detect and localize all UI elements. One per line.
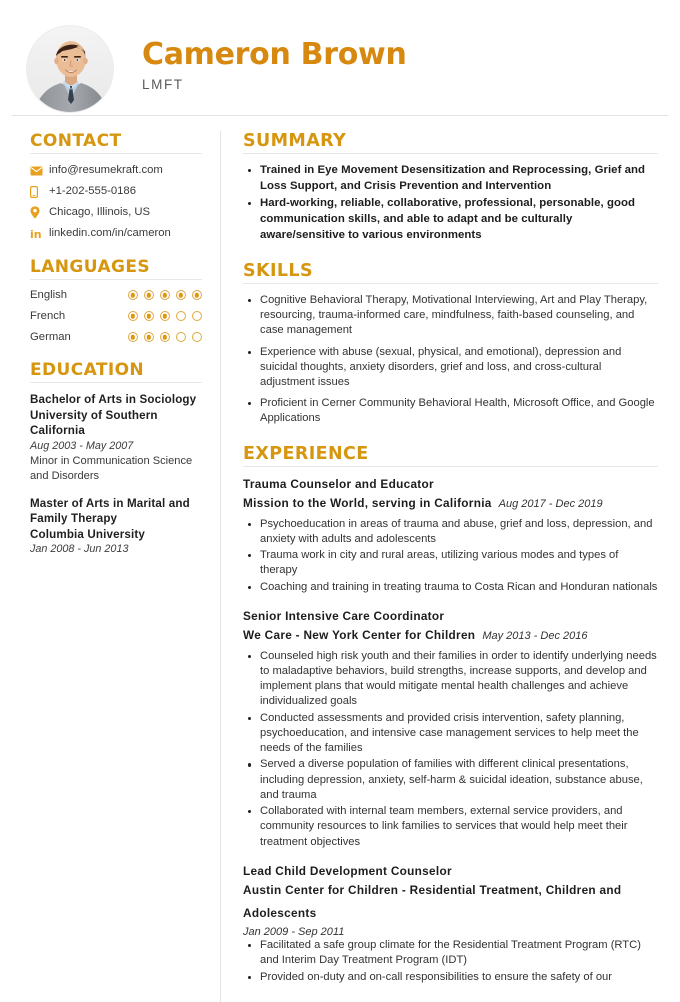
language-rating [128,311,202,321]
contact-item-email[interactable] [30,163,202,177]
section-rule [243,283,658,284]
contact-linkedin-text: linkedin.com/in/cameron [49,227,171,240]
language-rating [128,290,202,300]
experience-entry [243,608,658,850]
education-extra: Minor in Communication Science and Disorders [30,455,193,482]
section-title-skills: SKILLS [243,260,313,281]
job-title: LMFT [142,77,184,93]
language-label: German [30,331,71,344]
job-bullets [243,517,658,595]
section-summary [243,131,658,244]
list-item: Trained in Eye Movement Desensitization and Reprocessing, Grief and Loss Support, and Crisis Prevention and Intervention [243,163,658,195]
job-company-line [243,879,658,924]
rating-dot [128,311,138,321]
language-row [30,310,202,322]
rating-dot [128,290,138,300]
list-item: Trauma work in city and rural areas, utilizing various modes and types of therapy [243,548,658,578]
language-rating [128,332,202,342]
job-role: Trauma Counselor and Educator [243,476,434,491]
education-school: University of Southern California [30,408,158,438]
rating-dot [160,290,170,300]
rating-dot [160,332,170,342]
list-item: Provided on-duty and on-call responsibilities to ensure the safety of our [243,970,658,985]
section-title-summary: SUMMARY [243,131,347,151]
section-contact [30,131,202,240]
rating-dot [144,290,154,300]
list-item: Served a diverse population of families with different clinical presentations, including depression, anxiety, self-harm & suicidal ideation, substance abuse, and trauma [243,757,658,803]
rating-dot [176,332,186,342]
education-degree: Master of Arts in Marital and Family Therapy [30,497,190,526]
section-rule [30,279,202,280]
job-dates: Aug 2017 - Dec 2019 [498,498,603,511]
job-dates: Jan 2009 - Sep 2011 [243,926,345,939]
main-column [221,131,680,1002]
education-degree: Bachelor of Arts in Sociology [30,393,197,407]
list-item: Hard-working, reliable, collaborative, professional, personable, good communication skills, and able to adapt and be culturally aware/sensitive to various environments [243,196,658,244]
rating-dot [160,311,170,321]
contact-item-linkedin[interactable] [30,226,202,240]
list-item: Cognitive Behavioral Therapy, Motivational Interviewing, Art and Play Therapy, resourcing, trauma-informed care, mindfulness, faith-based counseling, and case management [243,293,658,339]
list-item: Counseled high risk youth and their families in order to identify underlying needs to maladaptive behaviors, build strengths, increase supports, and develop and implement plans that would mitigate mental health challenges and achieve individualized goals [243,649,658,710]
job-dates: May 2013 - Dec 2016 [482,630,588,643]
linkedin-icon [30,227,49,240]
list-item: Proficient in Cerner Community Behavioral Health, Microsoft Office, and Google Applications [243,396,658,426]
job-company-line [243,492,658,514]
contact-item-phone[interactable] [30,184,202,198]
section-rule [243,153,658,154]
section-education [30,360,202,556]
rating-dot [144,332,154,342]
job-company: Austin Center for Children - Residential Treatment, Children and Adolescents [243,883,622,920]
section-rule [30,382,202,383]
section-experience [243,444,658,985]
list-item: Coaching and training in treating trauma to Costa Rican and Honduran nationals [243,580,658,595]
job-bullets [243,938,658,985]
list-item: Conducted assessments and provided crisis intervention, safety planning, psychoeducation, and intensive case management services to help meet the needs of the families [243,711,658,757]
section-title-education: EDUCATION [30,360,145,381]
education-entry [30,392,202,483]
page-title: Cameron Brown [142,36,407,72]
education-entry [30,496,202,557]
contact-item-location[interactable] [30,205,202,219]
skills-bullets [243,293,658,427]
list-item: Collaborated with internal team members, external service providers, and community resources to link families to services that would help meet their treatment objectives [243,804,658,850]
sidebar [0,131,220,574]
profile-photo-icon [27,26,114,113]
header-text [142,36,407,99]
rating-dot [192,311,202,321]
avatar [26,25,114,113]
experience-entry [243,476,658,595]
rating-dot [192,332,202,342]
svg-text:in: in [30,228,42,240]
list-item: Psychoeducation in areas of trauma and abuse, grief and loss, depression, and anxiety with adults and adolescents [243,517,658,547]
job-company: We Care - New York Center for Children [243,628,476,643]
rating-dot [192,290,202,300]
rating-dot [144,311,154,321]
location-pin-icon [30,206,49,219]
list-item: Experience with abuse (sexual, physical, and emotional), depression and suicidal thoughts, anxiety disorders, grief and loss, and cross-cultural adjustment issues [243,345,658,391]
education-school: Columbia University [30,527,145,541]
resume-header [0,0,680,115]
job-role: Senior Intensive Care Coordinator [243,608,445,623]
contact-phone-text: +1-202-555-0186 [49,185,136,198]
language-row [30,289,202,301]
language-label: English [30,289,68,302]
list-item: Facilitated a safe group climate for the Residential Treatment Program (RTC) and Interim Day Treatment Program (IDT) [243,938,658,968]
contact-list [30,163,202,240]
section-title-languages: LANGUAGES [30,257,151,278]
rating-dot [176,311,186,321]
header-divider [12,115,668,116]
section-skills [243,261,658,427]
phone-icon [30,185,49,198]
languages-list [30,289,202,343]
language-row [30,331,202,343]
education-dates: Jan 2008 - Jun 2013 [30,543,129,556]
language-label: French [30,310,66,323]
job-role: Lead Child Development Counselor [243,863,452,878]
rating-dot [176,290,186,300]
section-title-experience: EXPERIENCE [243,443,369,464]
education-dates: Aug 2003 - May 2007 [30,439,134,452]
rating-dot [128,332,138,342]
job-company-line [243,624,658,646]
resume-body [0,115,680,1002]
section-languages [30,257,202,343]
job-company: Mission to the World, serving in California [243,496,492,511]
section-rule [30,153,202,154]
experience-entry [243,863,658,985]
summary-bullets [243,163,658,244]
contact-location-text: Chicago, Illinois, US [49,206,151,219]
section-rule [243,466,658,467]
contact-email-text: info@resumekraft.com [49,164,163,176]
section-title-contact: CONTACT [30,131,122,151]
email-icon [30,164,49,177]
job-bullets [243,649,658,850]
